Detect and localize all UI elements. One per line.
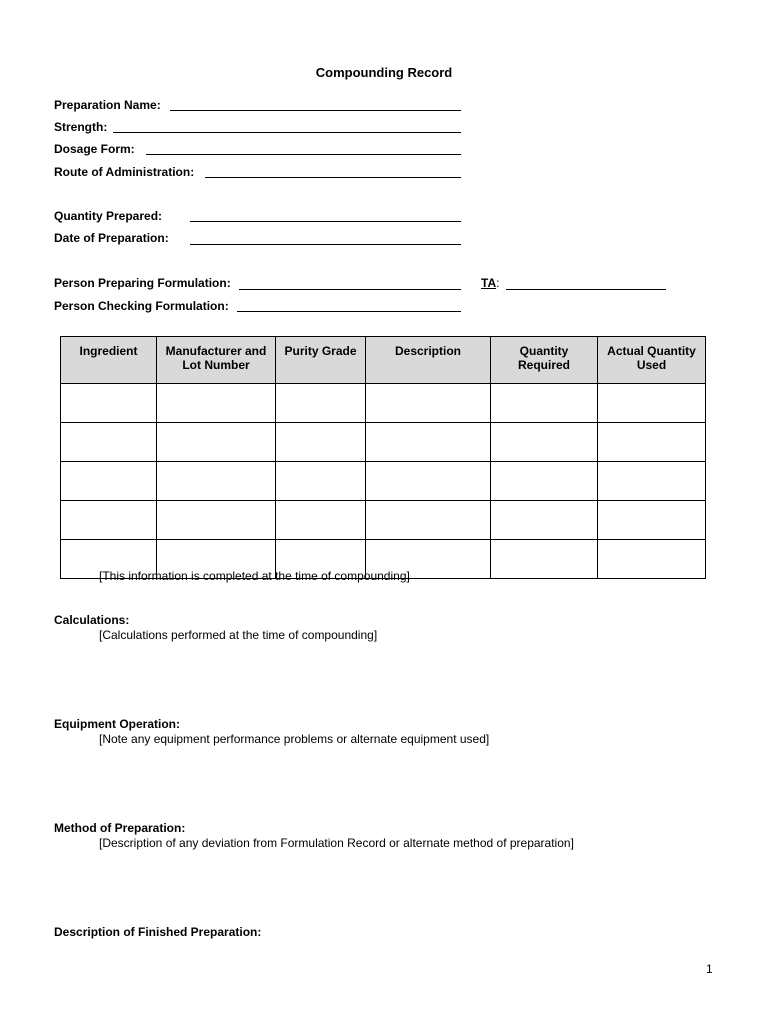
date-of-preparation-line[interactable]: [190, 244, 461, 245]
quantity-prepared-label: Quantity Prepared:: [54, 209, 163, 223]
quantity-prepared-line[interactable]: [190, 221, 461, 222]
dosage-form-label: Dosage Form:: [54, 142, 135, 156]
table-cell[interactable]: [157, 384, 276, 423]
table-cell[interactable]: [598, 462, 706, 501]
table-row: [61, 384, 706, 423]
table-cell[interactable]: [276, 501, 366, 540]
page-number: 1: [706, 962, 713, 976]
ingredients-table: [60, 336, 706, 579]
method-heading: Method of Preparation:: [54, 821, 186, 835]
table-cell[interactable]: [491, 423, 598, 462]
table-cell[interactable]: [61, 462, 157, 501]
table-cell[interactable]: [491, 384, 598, 423]
table-cell[interactable]: [157, 462, 276, 501]
date-of-preparation-label: Date of Preparation:: [54, 231, 169, 245]
table-cell[interactable]: [61, 423, 157, 462]
table-cell[interactable]: [491, 501, 598, 540]
method-note: [Description of any deviation from Formulation Record or alternate method of preparation]: [99, 836, 574, 850]
equipment-note: [Note any equipment performance problems or alternate equipment used]: [99, 732, 490, 746]
table-cell[interactable]: [61, 384, 157, 423]
table-cell[interactable]: [598, 540, 706, 579]
person-checking-label: Person Checking Formulation:: [54, 299, 229, 313]
person-preparing-label: Person Preparing Formulation:: [54, 276, 231, 290]
table-row: [61, 501, 706, 540]
ta-colon: :: [496, 276, 500, 290]
header-purity-grade: Purity Grade: [276, 337, 366, 384]
preparation-name-line[interactable]: [170, 110, 461, 111]
equipment-heading: Equipment Operation:: [54, 717, 180, 731]
table-cell[interactable]: [491, 462, 598, 501]
page-title: Compounding Record: [315, 65, 453, 80]
header-actual-quantity-used: Actual Quantity Used: [598, 337, 706, 384]
preparation-name-label: Preparation Name:: [54, 98, 161, 112]
ta-label: TA: [481, 276, 497, 290]
table-cell[interactable]: [276, 384, 366, 423]
person-checking-line[interactable]: [237, 311, 461, 312]
table-cell[interactable]: [598, 501, 706, 540]
calculations-heading: Calculations:: [54, 613, 130, 627]
person-preparing-line[interactable]: [239, 289, 461, 290]
header-ingredient: Ingredient: [61, 337, 157, 384]
strength-label: Strength:: [54, 120, 108, 134]
table-header-row: [61, 337, 706, 384]
table-cell[interactable]: [366, 462, 491, 501]
table-cell[interactable]: [598, 423, 706, 462]
header-manufacturer-lot: Manufacturer and Lot Number: [157, 337, 276, 384]
finished-preparation-heading: Description of Finished Preparation:: [54, 925, 262, 939]
table-cell[interactable]: [157, 423, 276, 462]
table-cell[interactable]: [366, 501, 491, 540]
table-cell[interactable]: [366, 423, 491, 462]
header-quantity-required: Quantity Required: [491, 337, 598, 384]
table-row: [61, 462, 706, 501]
calculations-note: [Calculations performed at the time of compounding]: [99, 628, 378, 642]
dosage-form-line[interactable]: [146, 154, 461, 155]
strength-line[interactable]: [113, 132, 461, 133]
table-cell[interactable]: [276, 423, 366, 462]
table-note: [This information is completed at the time of compounding]: [99, 569, 410, 583]
table-row: [61, 423, 706, 462]
route-label: Route of Administration:: [54, 165, 195, 179]
table-cell[interactable]: [157, 501, 276, 540]
table-cell[interactable]: [366, 384, 491, 423]
table-cell[interactable]: [598, 384, 706, 423]
table-cell[interactable]: [276, 462, 366, 501]
route-line[interactable]: [205, 177, 461, 178]
table-cell[interactable]: [491, 540, 598, 579]
ta-field: [481, 276, 499, 290]
header-description: Description: [366, 337, 491, 384]
ta-line[interactable]: [506, 289, 666, 290]
table-cell[interactable]: [61, 501, 157, 540]
